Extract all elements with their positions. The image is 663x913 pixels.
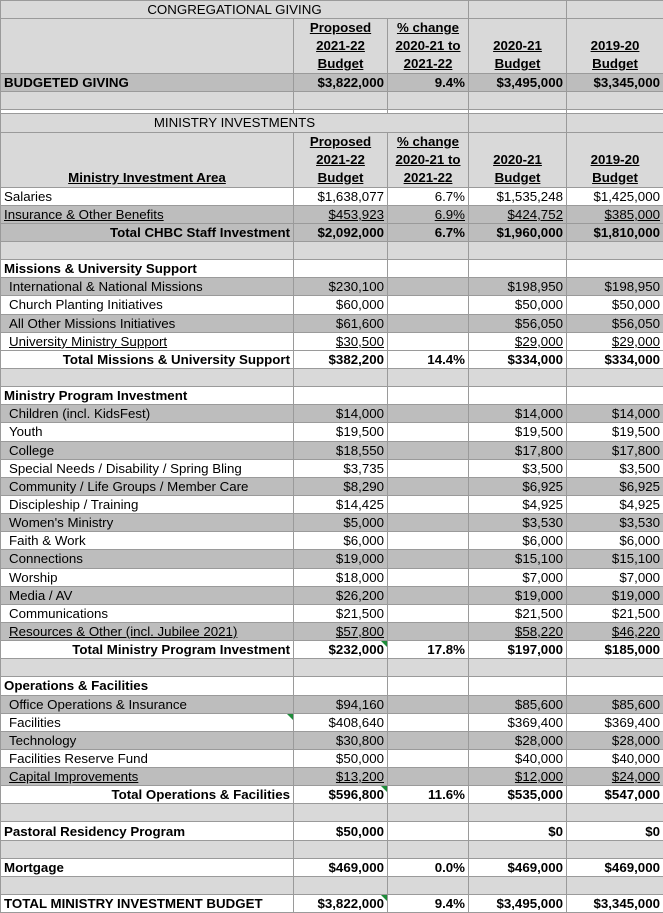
cell-2019-20: $0 [567,822,663,840]
cell-2020-21: $17,800 [469,441,567,459]
cell-proposed: $408,640 [294,713,388,731]
table-row [1,731,663,749]
cell-2019-20: $19,000 [567,586,663,604]
table-row [1,713,663,731]
cell-2020-21: $6,925 [469,477,567,495]
row-label: Communications [1,604,294,622]
cell-change [388,550,469,568]
cell-proposed: $14,425 [294,495,388,513]
row-label: Salaries [1,187,294,205]
empty-cell [294,241,388,259]
cell-2019-20: $28,000 [567,731,663,749]
cell-proposed: $30,800 [294,731,388,749]
cell-change [388,205,469,223]
table-row [1,622,663,640]
cell-2019-20: $3,530 [567,514,663,532]
empty-cell [1,840,294,858]
empty-cell [567,1,663,19]
cell-2019-20: $198,950 [567,278,663,296]
empty-cell [469,876,567,894]
cell-2019-20 [567,332,663,350]
empty-cell [469,1,567,19]
empty-cell [469,368,567,386]
cell-2020-21 [469,205,567,223]
cell-2020-21: $28,000 [469,731,567,749]
mortgage-row [1,858,663,876]
cell-2020-21-text: $424,752 [508,207,563,222]
row-label-text: Resources & Other (incl. Jubilee 2021) [9,624,237,639]
cell-2019-20: $3,345,000 [567,895,663,913]
row-label: TOTAL MINISTRY INVESTMENT BUDGET [1,895,294,913]
cell-proposed: $50,000 [294,749,388,767]
spacer-row [1,241,663,259]
spacer-row [1,368,663,386]
cell-2020-21 [469,332,567,350]
giving-header-row [1,19,663,74]
cell-2020-21: $14,000 [469,405,567,423]
empty-cell [469,840,567,858]
cell-change: 0.0% [388,858,469,876]
empty-cell [388,840,469,858]
cell-change [388,459,469,477]
row-label: Total Operations & Facilities [1,786,294,804]
cell-proposed: $14,000 [294,405,388,423]
row-label: Total Ministry Program Investment [1,641,294,659]
row-label [1,205,294,223]
empty-cell [469,260,567,278]
cell-change [388,332,469,350]
table-row [1,187,663,205]
row-label: Discipleship / Training [1,495,294,513]
cell-change [388,604,469,622]
cell-change [388,423,469,441]
empty-cell [469,677,567,695]
empty-cell [567,114,663,132]
header-area: Ministry Investment Area [1,132,294,187]
cell-2019-20 [567,768,663,786]
row-label-text: Capital Improvements [9,769,138,784]
table-row [1,441,663,459]
cell-proposed: $3,822,000 [294,74,388,92]
cell-change: 9.4% [388,74,469,92]
cell-2020-21: $19,500 [469,423,567,441]
row-label: BUDGETED GIVING [1,74,294,92]
empty-cell [388,677,469,695]
row-label: College [1,441,294,459]
total-row [1,786,663,804]
cell-2020-21: $3,530 [469,514,567,532]
empty-cell [567,804,663,822]
header-2020-21: 2020-21 Budget [469,132,567,187]
empty-cell [388,241,469,259]
empty-cell [388,260,469,278]
total-row [1,641,663,659]
row-label: International & National Missions [1,278,294,296]
cell-change [388,278,469,296]
cell-2019-20: $334,000 [567,350,663,368]
empty-cell [294,387,388,405]
empty-cell [469,114,567,132]
empty-cell [567,677,663,695]
cell-proposed [294,622,388,640]
table-row [1,604,663,622]
cell-2019-20-text: $46,220 [612,624,660,639]
cell-proposed-text: $13,200 [336,769,384,784]
cell-change: 6.7% [388,223,469,241]
cell-2019-20: $369,400 [567,713,663,731]
total-row [1,350,663,368]
table-row [1,459,663,477]
cell-change: 17.8% [388,641,469,659]
cell-change [388,314,469,332]
row-label: Faith & Work [1,532,294,550]
empty-cell [1,19,294,74]
row-label: Facilities Reserve Fund [1,749,294,767]
cell-proposed-text: $30,500 [336,334,384,349]
cell-change [388,822,469,840]
total-row [1,223,663,241]
cell-change [388,731,469,749]
budgeted-giving-row [1,74,663,92]
row-label: Youth [1,423,294,441]
cell-2020-21-text: $58,220 [515,624,563,639]
table-row [1,695,663,713]
empty-cell [1,659,294,677]
empty-cell [567,876,663,894]
cell-change [388,532,469,550]
cell-2020-21-text: $29,000 [515,334,563,349]
cell-2020-21: $21,500 [469,604,567,622]
table-row [1,532,663,550]
row-label: Office Operations & Insurance [1,695,294,713]
cell-2020-21: $7,000 [469,568,567,586]
spacer-row [1,876,663,894]
row-label: Connections [1,550,294,568]
cell-2020-21 [469,768,567,786]
cell-proposed: $596,800 [294,786,388,804]
spacer-row [1,92,663,110]
empty-cell [294,659,388,677]
empty-cell [469,804,567,822]
cell-change: 14.4% [388,350,469,368]
cell-2019-20: $3,500 [567,459,663,477]
cell-proposed: $5,000 [294,514,388,532]
cell-proposed: $3,735 [294,459,388,477]
cell-2019-20-text: $29,000 [612,334,660,349]
cell-proposed: $21,500 [294,604,388,622]
table-row [1,749,663,767]
empty-cell [1,368,294,386]
empty-cell [294,677,388,695]
section-heading: Missions & University Support [1,260,294,278]
section-heading-row [1,387,663,405]
empty-cell [388,387,469,405]
cell-change [388,568,469,586]
row-label: Special Needs / Disability / Spring Bling [1,459,294,477]
row-label: All Other Missions Initiatives [1,314,294,332]
row-label: Children (incl. KidsFest) [1,405,294,423]
cell-change-text: 6.9% [435,207,465,222]
empty-cell [469,241,567,259]
empty-cell [567,387,663,405]
cell-2019-20: $50,000 [567,296,663,314]
cell-2019-20: $7,000 [567,568,663,586]
cell-2020-21: $469,000 [469,858,567,876]
cell-proposed: $61,600 [294,314,388,332]
table-row [1,332,663,350]
table-row [1,768,663,786]
cell-2019-20: $56,050 [567,314,663,332]
table-row [1,296,663,314]
header-change: % change 2020-21 to 2021-22 [388,19,469,74]
cell-2020-21: $1,535,248 [469,187,567,205]
cell-change [388,586,469,604]
table-row [1,405,663,423]
row-label: Women's Ministry [1,514,294,532]
cell-change [388,713,469,731]
empty-cell [567,241,663,259]
cell-2019-20: $6,925 [567,477,663,495]
cell-2020-21: $369,400 [469,713,567,731]
header-proposed: Proposed 2021-22 Budget [294,132,388,187]
cell-change [388,514,469,532]
cell-2019-20: $19,500 [567,423,663,441]
row-label: Church Planting Initiatives [1,296,294,314]
cell-2020-21: $334,000 [469,350,567,368]
empty-cell [388,368,469,386]
cell-2020-21: $197,000 [469,641,567,659]
section-heading-row [1,260,663,278]
table-row [1,586,663,604]
cell-proposed: $3,822,000 [294,895,388,913]
empty-cell [567,659,663,677]
cell-2019-20: $17,800 [567,441,663,459]
empty-cell [1,876,294,894]
cell-2019-20: $85,600 [567,695,663,713]
table-row [1,550,663,568]
row-label: Pastoral Residency Program [1,822,294,840]
cell-2020-21: $6,000 [469,532,567,550]
section-heading: Ministry Program Investment [1,387,294,405]
row-label [1,622,294,640]
cell-proposed-text: $57,800 [336,624,384,639]
cell-2019-20: $185,000 [567,641,663,659]
header-2019-20: 2019-20 Budget [567,19,663,74]
budget-table-body [1,1,663,913]
cell-proposed: $2,092,000 [294,223,388,241]
row-label: Total Missions & University Support [1,350,294,368]
cell-2020-21-text: $12,000 [515,769,563,784]
cell-change: 6.7% [388,187,469,205]
cell-2019-20 [567,205,663,223]
cell-proposed: $94,160 [294,695,388,713]
row-label-text: Insurance & Other Benefits [4,207,164,222]
cell-proposed: $8,290 [294,477,388,495]
cell-2020-21: $535,000 [469,786,567,804]
empty-cell [294,876,388,894]
empty-cell [469,387,567,405]
cell-2019-20: $21,500 [567,604,663,622]
cell-proposed: $26,200 [294,586,388,604]
cell-2020-21 [469,622,567,640]
empty-cell [294,368,388,386]
cell-2020-21: $85,600 [469,695,567,713]
table-row [1,568,663,586]
table-row [1,495,663,513]
section-heading-row [1,677,663,695]
empty-cell [388,876,469,894]
cell-2019-20: $14,000 [567,405,663,423]
empty-cell [388,659,469,677]
cell-change [388,768,469,786]
cell-2020-21: $3,500 [469,459,567,477]
row-label: Facilities [1,713,294,731]
cell-change [388,477,469,495]
cell-2019-20: $40,000 [567,749,663,767]
cell-2020-21: $19,000 [469,586,567,604]
cell-change [388,495,469,513]
cell-2019-20: $547,000 [567,786,663,804]
cell-2020-21: $3,495,000 [469,74,567,92]
row-label: Community / Life Groups / Member Care [1,477,294,495]
cell-2020-21: $0 [469,822,567,840]
cell-proposed: $6,000 [294,532,388,550]
cell-2020-21: $198,950 [469,278,567,296]
cell-2019-20: $1,810,000 [567,223,663,241]
cell-proposed [294,205,388,223]
cell-2019-20: $469,000 [567,858,663,876]
cell-2019-20: $3,345,000 [567,74,663,92]
cell-change [388,749,469,767]
cell-2020-21: $56,050 [469,314,567,332]
cell-2019-20 [567,622,663,640]
table-row [1,514,663,532]
empty-cell [388,804,469,822]
empty-cell [294,804,388,822]
empty-cell [294,840,388,858]
table-row [1,423,663,441]
cell-proposed: $19,500 [294,423,388,441]
cell-2019-20: $6,000 [567,532,663,550]
cell-2020-21: $4,925 [469,495,567,513]
header-change: % change 2020-21 to 2021-22 [388,132,469,187]
section-heading: Operations & Facilities [1,677,294,695]
header-2020-21: 2020-21 Budget [469,19,567,74]
empty-cell [567,368,663,386]
row-label: Technology [1,731,294,749]
cell-proposed: $232,000 [294,641,388,659]
cell-change: 11.6% [388,786,469,804]
cell-2020-21: $1,960,000 [469,223,567,241]
grand-total-row [1,895,663,913]
cell-change [388,296,469,314]
empty-cell [294,260,388,278]
ministry-header-row [1,132,663,187]
row-label [1,332,294,350]
row-label-text: University Ministry Support [9,334,167,349]
cell-proposed: $18,550 [294,441,388,459]
empty-cell [567,260,663,278]
cell-proposed: $382,200 [294,350,388,368]
empty-cell [567,840,663,858]
giving-section-title: CONGREGATIONAL GIVING [1,1,469,19]
table-row [1,278,663,296]
cell-2019-20-text: $24,000 [612,769,660,784]
row-label: Media / AV [1,586,294,604]
cell-2020-21: $50,000 [469,296,567,314]
cell-change [388,441,469,459]
cell-proposed [294,332,388,350]
spacer-row [1,840,663,858]
cell-proposed: $18,000 [294,568,388,586]
row-label: Worship [1,568,294,586]
cell-proposed [294,768,388,786]
cell-proposed-text: $453,923 [329,207,384,222]
cell-2019-20: $4,925 [567,495,663,513]
header-proposed: Proposed 2021-22 Budget [294,19,388,74]
row-label: Total CHBC Staff Investment [1,223,294,241]
table-row [1,477,663,495]
ministry-section-title: MINISTRY INVESTMENTS [1,114,469,132]
spacer-row [1,804,663,822]
empty-cell [1,804,294,822]
cell-2019-20-text: $385,000 [605,207,660,222]
cell-2020-21: $15,100 [469,550,567,568]
cell-2020-21: $40,000 [469,749,567,767]
cell-proposed: $50,000 [294,822,388,840]
table-row [1,205,663,223]
cell-change [388,695,469,713]
row-label: Mortgage [1,858,294,876]
header-2019-20: 2019-20 Budget [567,132,663,187]
cell-proposed: $60,000 [294,296,388,314]
cell-proposed: $19,000 [294,550,388,568]
residency-row [1,822,663,840]
cell-2019-20: $15,100 [567,550,663,568]
empty-cell [469,659,567,677]
cell-2020-21: $3,495,000 [469,895,567,913]
row-label [1,768,294,786]
cell-change [388,622,469,640]
table-row [1,314,663,332]
cell-2019-20: $1,425,000 [567,187,663,205]
cell-proposed: $1,638,077 [294,187,388,205]
cell-proposed: $230,100 [294,278,388,296]
empty-cell [1,241,294,259]
spacer-row [1,659,663,677]
cell-change [388,405,469,423]
cell-change: 9.4% [388,895,469,913]
cell-proposed: $469,000 [294,858,388,876]
